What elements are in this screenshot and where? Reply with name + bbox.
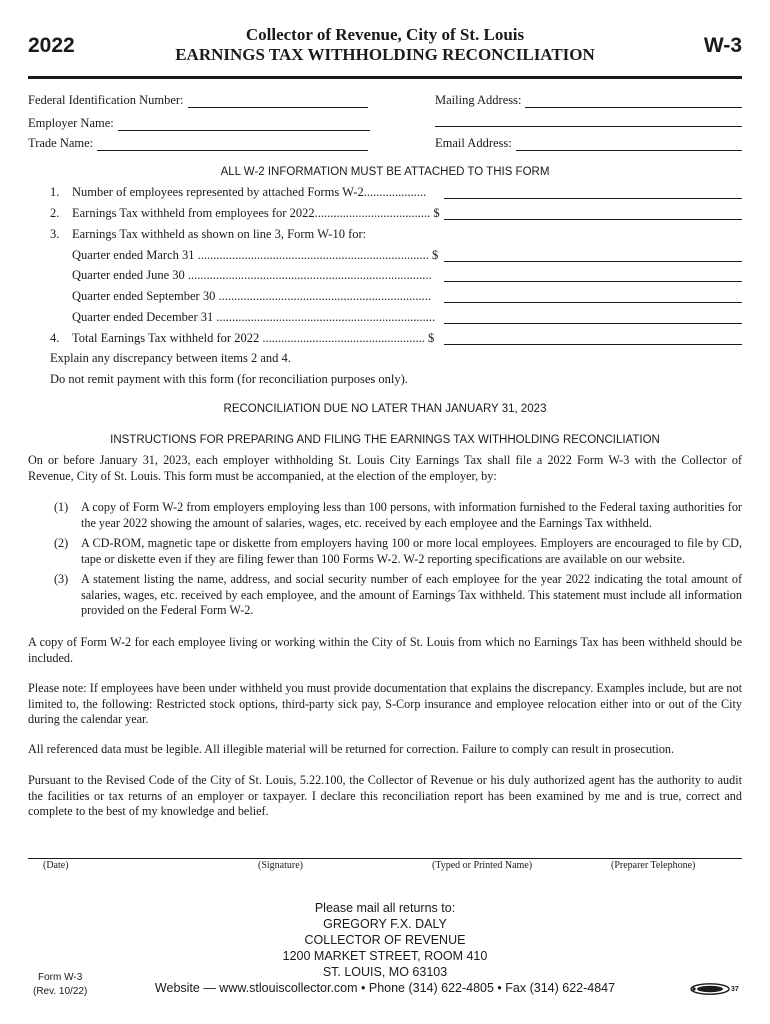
option-3-text: A statement listing the name, address, and social security number of each employee for the year 2022 indicating the total amount of salaries, wages, etc. received by each employee, and the amount of Earnings Tax withheld. This statement must include all information provided on the Federal Form W-2.: [81, 572, 742, 617]
federal-id-label: Federal Identification Number:: [28, 93, 184, 107]
item-2-label: Earnings Tax withheld from employees for 2022..................................... $: [72, 206, 440, 220]
quarter-june-label: Quarter ended June 30 ..............................................................................: [72, 268, 432, 282]
trade-name-label: Trade Name:: [28, 136, 94, 150]
instructions-heading: INSTRUCTIONS FOR PREPARING AND FILING THE EARNINGS TAX WITHHOLDING RECONCILIATION: [110, 434, 660, 446]
form-title: EARNINGS TAX WITHHOLDING RECONCILIATION: [175, 45, 595, 64]
item-1-input[interactable]: [444, 198, 742, 199]
w2-copy-paragraph: A copy of Form W-2 for each employee living or working within the City of St. Louis from which no Earnings Tax has been withheld should be included.: [28, 635, 742, 665]
city-state-zip: ST. LOUIS, MO 63103: [322, 965, 448, 979]
telephone-caption: (Preparer Telephone): [611, 860, 696, 871]
option-2-number: (2): [54, 536, 69, 550]
agency-title: Collector of Revenue, City of St. Louis: [245, 25, 525, 44]
signature-line[interactable]: [28, 858, 742, 859]
quarter-march-input[interactable]: [444, 261, 742, 262]
employer-name-label: Employer Name:: [28, 116, 114, 130]
date-caption: (Date): [43, 860, 69, 871]
email-address-field[interactable]: [435, 136, 742, 151]
union-bug-number: 37: [731, 985, 739, 993]
form-year: 2022: [28, 34, 75, 57]
quarter-march-label: Quarter ended March 31 .......................................................................... $: [72, 248, 439, 262]
instructions-intro: On or before January 31, 2023, each employer withholding St. Louis City Earnings Tax shall file a 2022 Form W-3 with the Collector of Revenue, City of St. Louis. This form must be accompanied, at the election of the employer, by:: [28, 453, 742, 483]
contact-line: Website — www.stlouiscollector.com • Phone (314) 622-4805 • Fax (314) 622-4847: [154, 981, 616, 995]
email-address-input-line[interactable]: [516, 138, 742, 151]
street-address: 1200 MARKET STREET, ROOM 410: [282, 949, 488, 963]
mail-intro: Please mail all returns to:: [314, 901, 456, 915]
attach-notice: ALL W-2 INFORMATION MUST BE ATTACHED TO THIS FORM: [220, 166, 550, 178]
option-1-number: (1): [54, 500, 69, 514]
declaration-paragraph: Pursuant to the Revised Code of the City of St. Louis, 5.22.100, the Collector of Revenue or his duly authorized agent has the authority to audit the facilities or tax returns of an employer or taxpayer. I declare this reconciliation report has been examined by me and is true, correct and complete to the best of my knowledge and belief.: [28, 773, 742, 818]
federal-id-input-line[interactable]: [188, 95, 369, 108]
explain-discrepancy: Explain any discrepancy between items 2 and 4.: [50, 351, 291, 365]
under-withheld-note: Please note: If employees have been under withheld you must provide documentation that explains the discrepancy. Examples include, but are not limited to, the following: Restricted stock options, third-party sick pay, S-Corp insurance and employee relocation either into or out of the City during the calendar year.: [28, 681, 742, 726]
quarter-september-label: Quarter ended September 30 ....................................................................: [72, 289, 431, 303]
form-revision: (Rev. 10/22): [33, 986, 88, 997]
union-bug-graphic: [690, 983, 730, 995]
collector-title: COLLECTOR OF REVENUE: [304, 933, 466, 947]
item-4-number: 4.: [50, 331, 60, 345]
mailing-address-input-line[interactable]: [525, 95, 742, 108]
option-2-text: A CD-ROM, magnetic tape or diskette from employers having 100 or more local employees. Employers are encouraged to file by CD, tape or diskette even if they are filing fewer than 100 Forms W-2. W-2 reporting specifications are available on our website.: [81, 536, 742, 566]
item-3-label: Earnings Tax withheld as shown on line 3, Form W-10 for:: [72, 227, 367, 241]
option-3-number: (3): [54, 572, 69, 586]
form-code: W-3: [703, 34, 742, 57]
item-2-number: 2.: [50, 206, 60, 220]
federal-id-field[interactable]: [28, 93, 368, 108]
union-bug-icon: [690, 981, 750, 997]
item-1-label: Number of employees represented by attached Forms W-2....................: [72, 185, 427, 199]
quarter-december-label: Quarter ended December 31 ......................................................................: [72, 310, 436, 324]
mailing-address-line-2[interactable]: [435, 126, 742, 127]
item-4-input[interactable]: [444, 344, 742, 345]
typed-name-caption: (Typed or Printed Name): [432, 860, 533, 871]
trade-name-field[interactable]: [28, 136, 368, 151]
email-address-label: Email Address:: [435, 136, 512, 150]
option-1-text: A copy of Form W-2 from employers employing less than 100 persons, with information furnished to the Federal taxing authorities for the year 2022 showing the amount of salaries, wages, etc. received by each employee and the Earnings Tax withheld.: [81, 500, 742, 530]
do-not-remit-note: Do not remit payment with this form (for reconciliation purposes only).: [50, 372, 408, 386]
employer-name-input-line[interactable]: [118, 118, 370, 131]
due-notice: RECONCILIATION DUE NO LATER THAN JANUARY 31, 2023: [223, 403, 547, 415]
item-3-number: 3.: [50, 227, 60, 241]
collector-name: GREGORY F.X. DALY: [323, 917, 447, 931]
item-2-input[interactable]: [444, 219, 742, 220]
quarter-december-input[interactable]: [444, 323, 742, 324]
trade-name-input-line[interactable]: [97, 138, 368, 151]
quarter-june-input[interactable]: [444, 281, 742, 282]
mailing-address-field[interactable]: [435, 93, 742, 108]
item-4-label: Total Earnings Tax withheld for 2022 .................................................... $: [72, 331, 435, 345]
employer-name-field[interactable]: [28, 116, 370, 131]
mailing-address-label: Mailing Address:: [435, 93, 522, 107]
item-1-number: 1.: [50, 185, 60, 199]
legibility-paragraph: All referenced data must be legible. All illegible material will be returned for correction. Failure to comply can result in prosecution.: [28, 742, 675, 756]
header-rule: [28, 76, 742, 79]
quarter-september-input[interactable]: [444, 302, 742, 303]
signature-caption: (Signature): [258, 860, 303, 871]
form-id: Form W-3: [38, 972, 83, 983]
